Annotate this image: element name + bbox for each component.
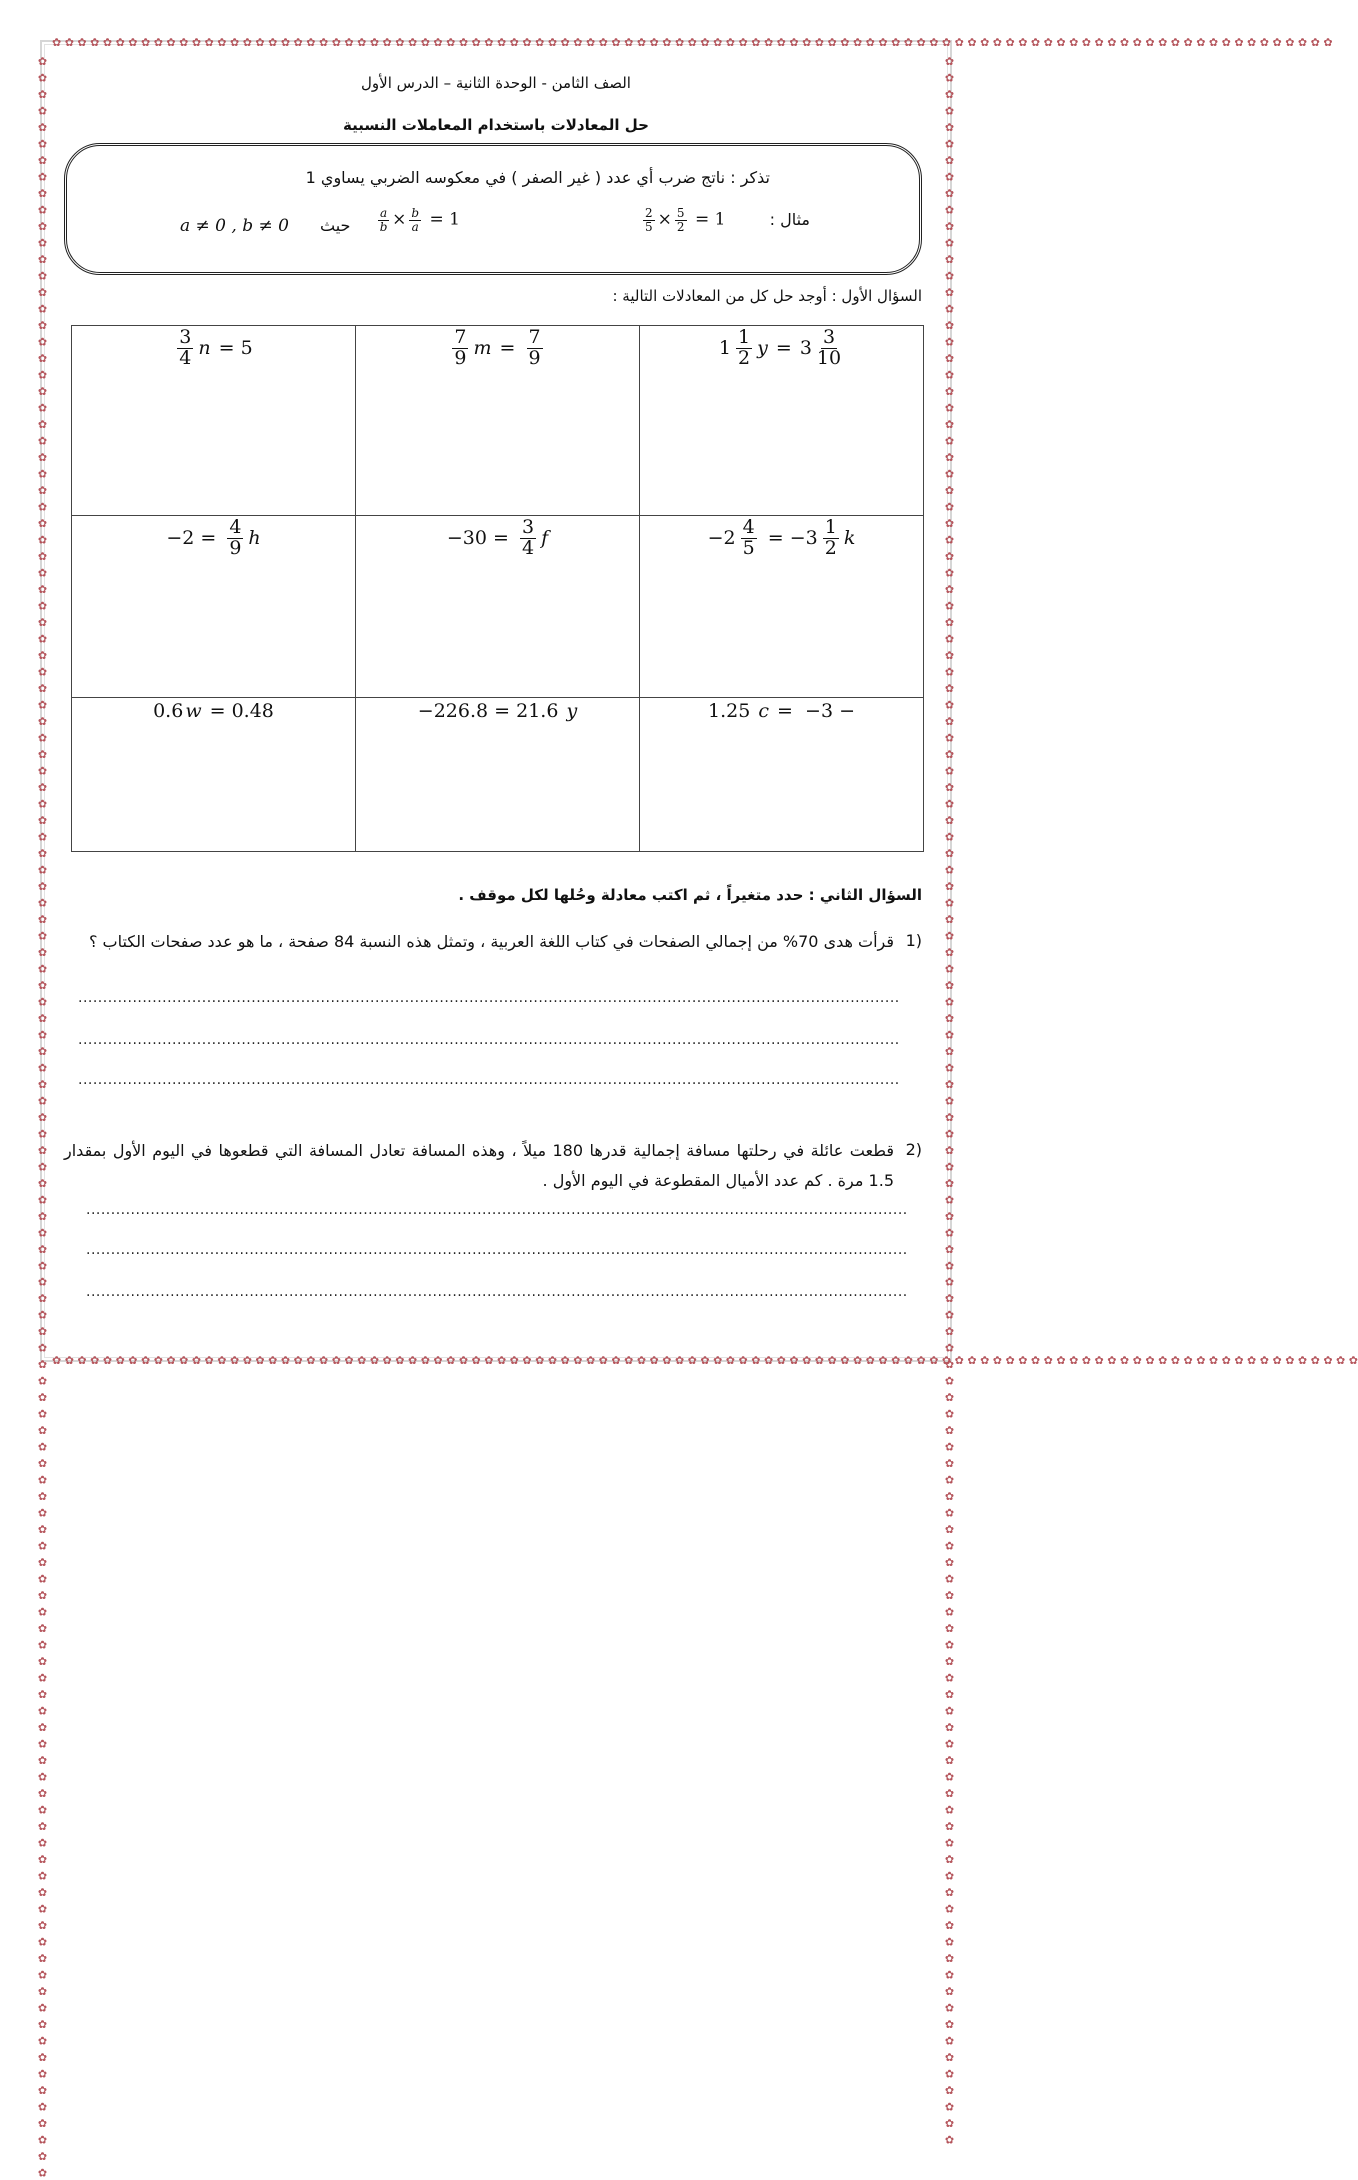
example-label: مثال : bbox=[769, 210, 810, 229]
variable: w bbox=[185, 700, 202, 722]
reminder-text: تذكر : ناتج ضرب أي عدد ( غير الصفر ) في معكوسه الضربي يساوي 1 bbox=[305, 168, 770, 187]
fraction bbox=[227, 518, 243, 559]
variable: n bbox=[198, 337, 211, 360]
equation bbox=[174, 328, 252, 369]
equation-cell[interactable] bbox=[356, 516, 640, 698]
table-row bbox=[72, 326, 924, 516]
fraction-denominator: 5 bbox=[742, 536, 755, 559]
equation bbox=[418, 700, 577, 722]
reminder-box bbox=[64, 143, 922, 275]
variable: c bbox=[758, 700, 769, 722]
fraction bbox=[520, 518, 536, 559]
equation-cell[interactable] bbox=[640, 326, 924, 516]
answer-line[interactable]: ...................................................................................................................................................................... bbox=[78, 1072, 900, 1088]
equation-text: = −3 bbox=[761, 527, 818, 550]
equation-text: −2 bbox=[707, 527, 736, 550]
fraction bbox=[452, 328, 468, 369]
equation-text: = bbox=[769, 337, 798, 360]
fraction-denominator: 4 bbox=[179, 346, 192, 369]
variable: y bbox=[757, 337, 768, 360]
variable: m bbox=[473, 337, 492, 360]
fraction-numerator: a bbox=[380, 206, 388, 220]
fraction-numerator: 3 bbox=[521, 516, 535, 538]
question1-prompt: السؤال الأول : أوجد حل كل من المعادلات التالية : bbox=[612, 287, 922, 305]
answer-line[interactable]: ...................................................................................................................................................................... bbox=[86, 1202, 908, 1218]
fraction bbox=[741, 518, 757, 559]
equation-text: 1.25 bbox=[707, 700, 757, 722]
fraction-numerator: 5 bbox=[676, 206, 685, 220]
equation-cell[interactable] bbox=[356, 698, 640, 852]
problem-number: 1) bbox=[905, 931, 922, 950]
border-flowers-right: ✿ ✿ ✿ ✿ ✿ ✿ ✿ ✿ ✿ ✿ ✿ ✿ ✿ ✿ ✿ ✿ ✿ ✿ ✿ ✿ ✿ ✿ ✿ ✿ ✿ ✿ ✿ ✿ ✿ ✿ ✿ ✿ ✿ ✿ ✿ ✿ ✿ ✿ ✿ ✿ ✿ ✿ ✿ ✿ ✿ ✿ ✿ ✿ ✿ ✿ ✿ ✿ ✿ ✿ ✿ ✿ ✿ ✿ ✿ ✿ ✿ ✿ ✿ ✿ ✿ ✿ ✿ ✿ ✿ ✿ ✿ ✿ ✿ ✿ ✿ ✿ ✿ ✿ ✿ ✿ ✿ ✿ ✿ ✿ ✿ ✿ ✿ ✿ ✿ ✿ ✿ ✿ ✿ ✿ ✿ ✿ ✿ ✿ ✿ ✿ ✿ ✿ ✿ ✿ ✿ ✿ ✿ ✿ ✿ ✿ ✿ ✿ ✿ ✿ ✿ ✿ ✿ ✿ ✿ ✿ ✿ ✿ ✿ ✿ ✿ ✿ ✿ bbox=[943, 55, 956, 2147]
times-sign: × bbox=[657, 209, 672, 230]
variable: f bbox=[541, 527, 549, 550]
fraction-denominator: 4 bbox=[521, 536, 535, 559]
equation bbox=[153, 700, 274, 722]
equation bbox=[447, 518, 548, 559]
fraction-numerator: 7 bbox=[528, 326, 541, 348]
whole-number: 1 bbox=[718, 337, 731, 360]
fraction-denominator: 9 bbox=[454, 346, 467, 369]
equation bbox=[708, 700, 855, 722]
equation-cell[interactable] bbox=[640, 698, 924, 852]
equals-one: = 1 bbox=[694, 209, 726, 230]
equation bbox=[166, 518, 260, 559]
equation-text: = 5 bbox=[212, 337, 253, 360]
times-sign: × bbox=[392, 209, 407, 230]
equation-text: = −3 − bbox=[771, 700, 856, 722]
question2-prompt: السؤال الثاني : حدد متغيراً ، ثم اكتب معادلة وحُلها لكل موقف . bbox=[458, 886, 922, 904]
fraction-numerator: 4 bbox=[229, 516, 242, 538]
equation-text: −226.8 = 21.6 bbox=[417, 700, 565, 722]
whole-number: 3 bbox=[799, 337, 812, 360]
problem-text: قرأت هدى 70% من إجمالي الصفحات في كتاب اللغة العربية ، وتمثل هذه النسبة 84 صفحة ، ما هو عدد صفحات الكتاب ؟ bbox=[88, 932, 894, 951]
equation-text: 0.6 bbox=[153, 700, 184, 722]
problem-number: 2) bbox=[905, 1140, 922, 1159]
equation-cell[interactable] bbox=[356, 326, 640, 516]
fraction-numerator: 1 bbox=[824, 516, 837, 538]
equals-one: = 1 bbox=[429, 209, 460, 230]
equation-text: = 0.48 bbox=[203, 700, 274, 722]
equation-text: −2 = bbox=[166, 527, 223, 550]
problem-text: قطعت عائلة في رحلتها مسافة إجمالية قدرها 180 ميلاً ، وهذه المسافة تعادل المسافة التي قطعوها في اليوم الأول بمقدار 1.5 مرة . كم عدد الأميال المقطوعة في اليوم الأول . bbox=[64, 1141, 894, 1190]
border-flowers-left: ✿ ✿ ✿ ✿ ✿ ✿ ✿ ✿ ✿ ✿ ✿ ✿ ✿ ✿ ✿ ✿ ✿ ✿ ✿ ✿ ✿ ✿ ✿ ✿ ✿ ✿ ✿ ✿ ✿ ✿ ✿ ✿ ✿ ✿ ✿ ✿ ✿ ✿ ✿ ✿ ✿ ✿ ✿ ✿ ✿ ✿ ✿ ✿ ✿ ✿ ✿ ✿ ✿ ✿ ✿ ✿ ✿ ✿ ✿ ✿ ✿ ✿ ✿ ✿ ✿ ✿ ✿ ✿ ✿ ✿ ✿ ✿ ✿ ✿ ✿ ✿ ✿ ✿ ✿ ✿ ✿ ✿ ✿ ✿ ✿ ✿ ✿ ✿ ✿ ✿ ✿ ✿ ✿ ✿ ✿ ✿ ✿ ✿ ✿ ✿ ✿ ✿ ✿ ✿ ✿ ✿ ✿ ✿ ✿ ✿ ✿ ✿ ✿ ✿ ✿ ✿ ✿ ✿ ✿ ✿ ✿ ✿ ✿ ✿ ✿ ✿ ✿ ✿ ✿ bbox=[36, 55, 49, 2180]
equations-table bbox=[71, 325, 924, 852]
variable: y bbox=[566, 700, 578, 722]
fraction-numerator: b bbox=[411, 206, 420, 220]
fraction bbox=[736, 328, 752, 369]
fraction-numerator: 4 bbox=[742, 516, 755, 538]
fraction bbox=[527, 328, 543, 369]
fraction-numerator: 2 bbox=[645, 206, 653, 220]
equation-text: = bbox=[493, 337, 522, 360]
table-row bbox=[72, 516, 924, 698]
grade-unit-lesson: الصف الثامن - الوحدة الثانية – الدرس الأول bbox=[361, 74, 631, 92]
border-flowers-top: ✿ ✿ ✿ ✿ ✿ ✿ ✿ ✿ ✿ ✿ ✿ ✿ ✿ ✿ ✿ ✿ ✿ ✿ ✿ ✿ ✿ ✿ ✿ ✿ ✿ ✿ ✿ ✿ ✿ ✿ ✿ ✿ ✿ ✿ ✿ ✿ ✿ ✿ ✿ ✿ ✿ ✿ ✿ ✿ ✿ ✿ ✿ ✿ ✿ ✿ ✿ ✿ ✿ ✿ ✿ ✿ ✿ ✿ ✿ ✿ ✿ ✿ ✿ ✿ ✿ ✿ ✿ ✿ ✿ ✿ ✿ ✿ ✿ ✿ ✿ ✿ ✿ ✿ ✿ ✿ ✿ ✿ ✿ ✿ ✿ ✿ ✿ ✿ ✿ ✿ ✿ ✿ ✿ ✿ ✿ ✿ ✿ ✿ ✿ ✿ ✿ bbox=[52, 36, 1333, 49]
fraction-numerator: 3 bbox=[822, 326, 836, 348]
fraction-denominator: 5 bbox=[645, 219, 653, 234]
fraction bbox=[817, 328, 841, 369]
fraction-denominator: 9 bbox=[229, 536, 242, 559]
fraction-denominator: b bbox=[379, 219, 388, 234]
equation bbox=[719, 328, 844, 369]
table-row bbox=[72, 698, 924, 852]
example-equation bbox=[640, 207, 725, 233]
rule-where: حيث bbox=[320, 216, 351, 235]
fraction-denominator: 10 bbox=[816, 346, 842, 369]
fraction-numerator: 1 bbox=[737, 326, 751, 348]
variable: h bbox=[248, 527, 261, 550]
variable: k bbox=[843, 527, 856, 550]
fraction-denominator: 9 bbox=[528, 346, 541, 369]
fraction-denominator: 2 bbox=[824, 536, 837, 559]
answer-line[interactable]: ...................................................................................................................................................................... bbox=[78, 990, 900, 1006]
answer-line[interactable]: ...................................................................................................................................................................... bbox=[78, 1032, 900, 1048]
fraction-denominator: 2 bbox=[676, 219, 685, 234]
rule-equation bbox=[375, 207, 460, 233]
answer-line[interactable]: ...................................................................................................................................................................... bbox=[86, 1284, 908, 1300]
fraction-numerator: 7 bbox=[454, 326, 467, 348]
equation-cell[interactable] bbox=[72, 516, 356, 698]
rule-condition: a ≠ 0 , b ≠ 0 bbox=[180, 216, 289, 236]
equation-cell[interactable] bbox=[72, 326, 356, 516]
answer-line[interactable]: ...................................................................................................................................................................... bbox=[86, 1242, 908, 1258]
border-flowers-bottom: ✿ ✿ ✿ ✿ ✿ ✿ ✿ ✿ ✿ ✿ ✿ ✿ ✿ ✿ ✿ ✿ ✿ ✿ ✿ ✿ ✿ ✿ ✿ ✿ ✿ ✿ ✿ ✿ ✿ ✿ ✿ ✿ ✿ ✿ ✿ ✿ ✿ ✿ ✿ ✿ ✿ ✿ ✿ ✿ ✿ ✿ ✿ ✿ ✿ ✿ ✿ ✿ ✿ ✿ ✿ ✿ ✿ ✿ ✿ ✿ ✿ ✿ ✿ ✿ ✿ ✿ ✿ ✿ ✿ ✿ ✿ ✿ ✿ ✿ ✿ ✿ ✿ ✿ ✿ ✿ ✿ ✿ ✿ ✿ ✿ ✿ ✿ ✿ ✿ ✿ ✿ ✿ ✿ ✿ ✿ ✿ ✿ ✿ ✿ ✿ ✿ ✿ ✿ bbox=[52, 1354, 1358, 1367]
equation-text: −30 = bbox=[446, 527, 515, 550]
fraction bbox=[823, 518, 839, 559]
fraction-numerator: 3 bbox=[179, 326, 192, 348]
equation bbox=[449, 328, 545, 369]
fraction-denominator: a bbox=[411, 219, 419, 234]
equation-cell[interactable] bbox=[640, 516, 924, 698]
fraction bbox=[177, 328, 193, 369]
page-title: حل المعادلات باستخدام المعاملات النسبية bbox=[343, 116, 649, 134]
fraction-denominator: 2 bbox=[737, 346, 751, 369]
equation bbox=[708, 518, 856, 559]
equation-cell[interactable] bbox=[72, 698, 356, 852]
